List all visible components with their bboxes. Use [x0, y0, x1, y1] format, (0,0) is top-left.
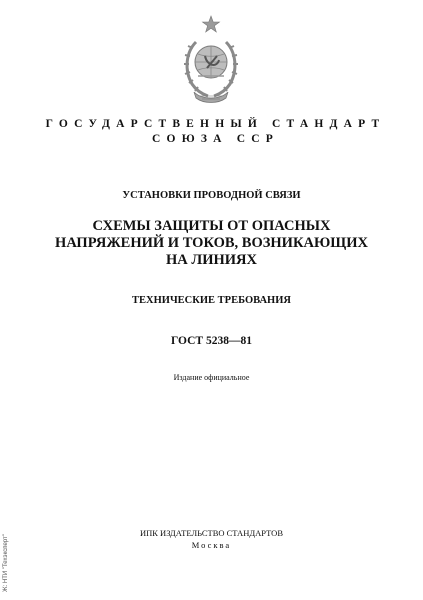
- title-line: НАПРЯЖЕНИЙ И ТОКОВ, ВОЗНИКАЮЩИХ: [55, 235, 368, 251]
- union-heading: СОЮЗА ССР: [152, 133, 279, 145]
- side-watermark: Ж: НТИ "Техэксперт": [3, 534, 9, 592]
- publisher-name: ИПК ИЗДАТЕЛЬСТВО СТАНДАРТОВ: [139, 528, 283, 538]
- title-line: СХЕМЫ ЗАЩИТЫ ОТ ОПАСНЫХ: [92, 218, 331, 234]
- gost-number: ГОСТ 5238—81: [171, 335, 252, 347]
- state-standard-heading: ГОСУДАРСТВЕННЫЙ СТАНДАРТ: [45, 118, 386, 130]
- publisher-city: Москва: [191, 540, 232, 550]
- title-line: НА ЛИНИЯХ: [166, 252, 257, 268]
- ussr-state-emblem-icon: [176, 14, 246, 106]
- edition-note: Издание официальное: [173, 373, 250, 382]
- document-title: [0, 218, 423, 269]
- requirements-subtitle: ТЕХНИЧЕСКИЕ ТРЕБОВАНИЯ: [132, 295, 291, 306]
- state-emblem: [176, 14, 246, 106]
- document-subject: УСТАНОВКИ ПРОВОДНОЙ СВЯЗИ: [122, 190, 301, 201]
